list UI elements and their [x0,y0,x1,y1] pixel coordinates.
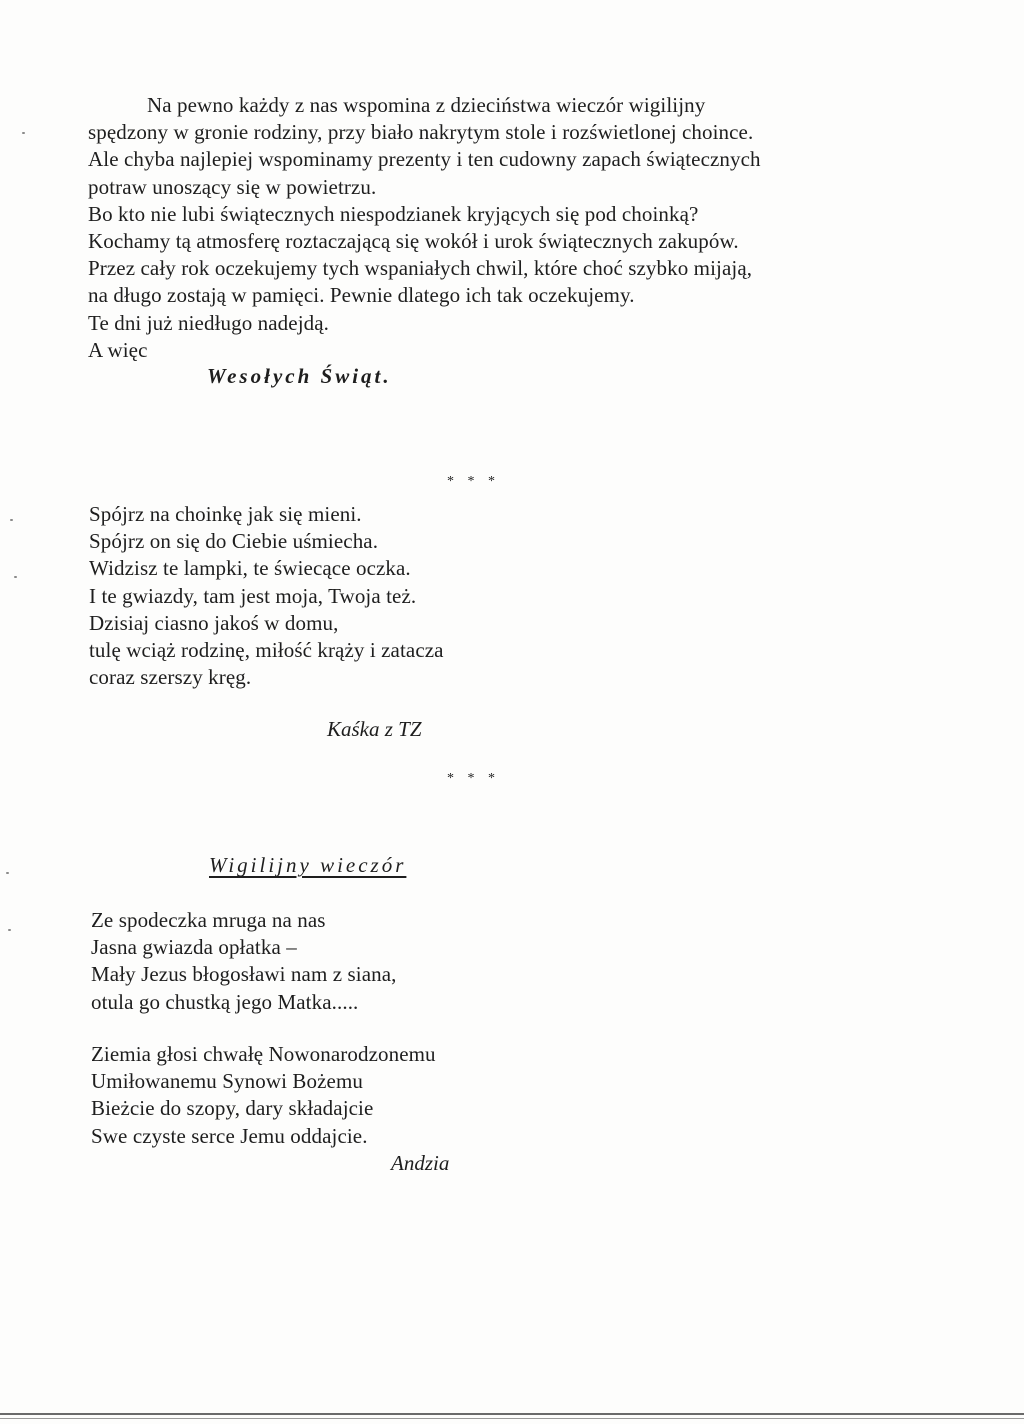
poem-line: Spójrz na choinkę jak się mieni. [89,502,362,526]
margin-speck [6,872,9,874]
poem-2-stanza-1 [91,907,397,1016]
margin-speck [14,576,17,578]
intro-line: A więc [88,337,148,362]
intro-line: Bo kto nie lubi świątecznych niespodzianek kryjących się pod choinką? [88,201,699,226]
intro-line: Ale chyba najlepiej wspominamy prezenty i ten cudowny zapach świątecznych [88,147,761,172]
section-separator: * * * [447,474,500,489]
poem-line: Widzisz te lampki, te świecące oczka. [89,556,411,581]
poem-line: tulę wciąż rodzinę, miłość krąży i zatacza [89,638,444,663]
wishes-heading: Wesołych Świąt. [207,364,392,388]
poem-2-title: Wigilijny wieczór [209,853,407,877]
poem-line: Ze spodeczka mruga na nas [91,908,326,932]
poem-line: otula go chustką jego Matka..... [91,989,359,1014]
poem-line: Swe czyste serce Jemu oddajcie. [91,1123,368,1148]
scan-edge-line [0,1418,1024,1419]
poem-line: Dzisiaj ciasno jakoś w domu, [89,610,339,635]
poem-line: Jasna gwiazda opłatka – [91,935,297,960]
scan-edge-line [0,1413,1024,1415]
poem-line: Bieżcie do szopy, dary składajcie [91,1096,374,1121]
poem-line: Ziemia głosi chwałę Nowonarodzonemu [91,1042,436,1066]
poem-1 [89,501,444,691]
intro-line: na długo zostają w pamięci. Pewnie dlatego ich tak oczekujemy. [88,283,635,308]
poem-line: Spójrz on się do Ciebie uśmiecha. [89,529,379,554]
intro-line: spędzony w gronie rodziny, przy biało nakrytym stole i rozświetlonej choince. [88,120,754,145]
poem-line: Umiłowanemu Synowi Bożemu [91,1069,363,1094]
poem-2-author: Andzia [391,1151,450,1175]
margin-speck [22,132,25,134]
intro-line: Przez cały rok oczekujemy tych wspaniałych chwil, które choć szybko mijają, [88,256,753,281]
intro-line: Na pewno każdy z nas wspomina z dzieciństwa wieczór wigilijny [147,93,706,117]
intro-line: Te dni już niedługo nadejdą. [88,310,330,335]
intro-line: potraw unoszący się w powietrzu. [88,174,377,199]
poem-line: Mały Jezus błogosławi nam z siana, [91,962,397,987]
poem-2-stanza-2 [91,1041,436,1150]
margin-speck [8,929,11,931]
section-separator: * * * [447,771,500,786]
poem-line: coraz szerszy kręg. [89,665,252,690]
margin-speck [10,519,13,521]
poem-line: I te gwiazdy, tam jest moja, Twoja też. [89,583,417,608]
intro-line: Kochamy tą atmosferę roztaczającą się wokół i urok świątecznych zakupów. [88,229,739,254]
poem-1-author: Kaśka z TZ [327,717,422,741]
intro-paragraph [88,92,761,364]
